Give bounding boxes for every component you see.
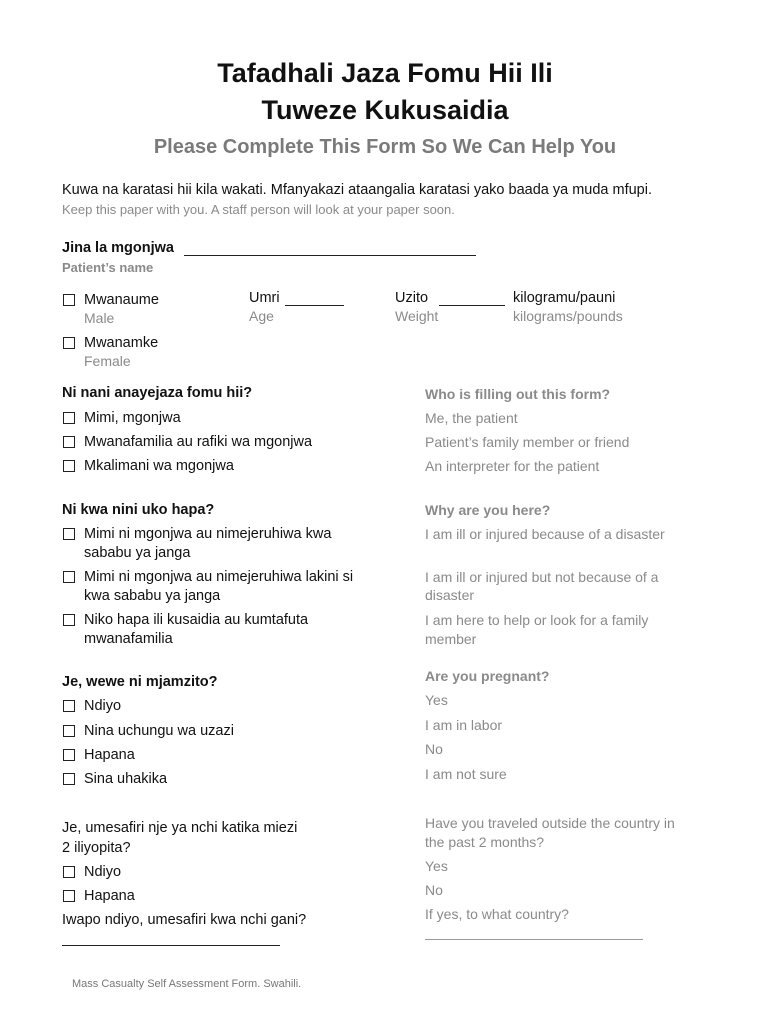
pregnant-option-label-en: I am not sure	[425, 766, 507, 782]
pregnant-option-checkbox[interactable]	[63, 749, 75, 761]
pregnant-option-label: Sina uhakika	[84, 771, 168, 787]
pregnant-option-label-en: Yes	[425, 692, 448, 708]
male-label-en: Male	[84, 310, 115, 326]
pregnant-option-label: Nina uchungu wa uzazi	[84, 723, 234, 739]
travel-option-checkbox[interactable]	[63, 890, 75, 902]
male-checkbox[interactable]	[63, 294, 75, 306]
footer-text: Mass Casualty Self Assessment Form. Swahili.	[72, 978, 302, 990]
female-checkbox[interactable]	[63, 337, 75, 349]
travel-country-field[interactable]	[62, 945, 280, 946]
patient-name-label-en: Patient’s name	[62, 260, 154, 275]
travel-question-en-line1: Have you traveled outside the country in	[425, 815, 675, 831]
travel-question-line1: Je, umesafiri nje ya nchi katika miezi	[62, 820, 298, 836]
travel-question-line2: 2 iliyopita?	[62, 840, 131, 856]
why-option-label-line2: kwa sababu ya janga	[84, 588, 221, 604]
who-option-label: Mimi, mgonjwa	[84, 410, 181, 426]
why-option-label-en-line1: I am ill or injured but not because of a	[425, 569, 659, 585]
travel-followup-question: Iwapo ndiyo, umesafiri kwa nchi gani?	[62, 912, 307, 928]
who-option-checkbox[interactable]	[63, 436, 75, 448]
pregnant-option-label: Hapana	[84, 747, 135, 763]
travel-option-label: Hapana	[84, 888, 135, 904]
travel-country-field-en	[425, 939, 643, 940]
weight-field[interactable]	[439, 305, 505, 306]
why-option-label-line1: Niko hapa ili kusaidia au kumtafuta	[84, 612, 309, 628]
why-option-checkbox[interactable]	[63, 571, 75, 583]
why-option-label-line2: sababu ya janga	[84, 545, 191, 561]
age-label: Umri	[249, 290, 280, 306]
weight-label: Uzito	[395, 290, 429, 306]
travel-option-label: Ndiyo	[84, 864, 122, 880]
why-here-question: Ni kwa nini uko hapa?	[62, 502, 215, 518]
patient-name-field[interactable]	[184, 255, 476, 256]
patient-name-label: Jina la mgonjwa	[62, 240, 174, 256]
form-title-line2: Tuweze Kukusaidia	[261, 95, 509, 125]
weight-unit: kilogramu/pauni	[513, 290, 616, 306]
pregnant-option-checkbox[interactable]	[63, 725, 75, 737]
intro-swahili: Kuwa na karatasi hii kila wakati. Mfanyakazi ataangalia karatasi yako baada ya muda mfupi.	[62, 182, 652, 198]
pregnant-option-label-en: I am in labor	[425, 717, 503, 733]
who-option-label: Mkalimani wa mgonjwa	[84, 458, 234, 474]
who-option-label-en: Patient’s family member or friend	[425, 434, 630, 450]
intro-english: Keep this paper with you. A staff person will look at your paper soon.	[62, 202, 455, 217]
travel-option-checkbox[interactable]	[63, 866, 75, 878]
pregnant-option-label-en: No	[425, 741, 443, 757]
pregnant-question-en: Are you pregnant?	[425, 668, 550, 684]
weight-unit-en: kilograms/pounds	[513, 308, 623, 324]
why-option-label-en-line2: member	[425, 631, 477, 647]
who-filling-question-en: Who is filling out this form?	[425, 386, 611, 402]
why-option-label-line1: Mimi ni mgonjwa au nimejeruhiwa lakini si	[84, 569, 354, 585]
female-label: Mwanamke	[84, 335, 159, 351]
why-option-label-en: I am ill or injured because of a disaster	[425, 526, 665, 542]
female-label-en: Female	[84, 353, 131, 369]
who-option-label: Mwanafamilia au rafiki wa mgonjwa	[84, 434, 313, 450]
pregnant-question: Je, wewe ni mjamzito?	[62, 674, 218, 690]
why-option-checkbox[interactable]	[63, 528, 75, 540]
form-subtitle: Please Complete This Form So We Can Help You	[153, 136, 617, 158]
why-option-label-en-line2: disaster	[425, 587, 475, 603]
pregnant-option-checkbox[interactable]	[63, 773, 75, 785]
who-filling-question: Ni nani anayejaza fomu hii?	[62, 385, 253, 401]
pregnant-option-checkbox[interactable]	[63, 700, 75, 712]
age-field[interactable]	[285, 305, 344, 306]
why-here-question-en: Why are you here?	[425, 502, 551, 518]
who-option-checkbox[interactable]	[63, 460, 75, 472]
why-option-label-line1: Mimi ni mgonjwa au nimejeruhiwa kwa	[84, 526, 332, 542]
travel-option-label-en: Yes	[425, 858, 448, 874]
who-option-checkbox[interactable]	[63, 412, 75, 424]
pregnant-option-label: Ndiyo	[84, 698, 122, 714]
why-option-checkbox[interactable]	[63, 614, 75, 626]
why-option-label-en-line1: I am here to help or look for a family	[425, 612, 649, 628]
male-label: Mwanaume	[84, 292, 159, 308]
why-option-label-line2: mwanafamilia	[84, 631, 173, 647]
age-label-en: Age	[249, 308, 274, 324]
who-option-label-en: Me, the patient	[425, 410, 518, 426]
travel-followup-question-en: If yes, to what country?	[425, 906, 569, 922]
travel-question-en-line2: the past 2 months?	[425, 834, 545, 850]
who-option-label-en: An interpreter for the patient	[425, 458, 600, 474]
weight-label-en: Weight	[395, 308, 439, 324]
travel-option-label-en: No	[425, 882, 443, 898]
form-title-line1: Tafadhali Jaza Fomu Hii Ili	[217, 58, 553, 88]
